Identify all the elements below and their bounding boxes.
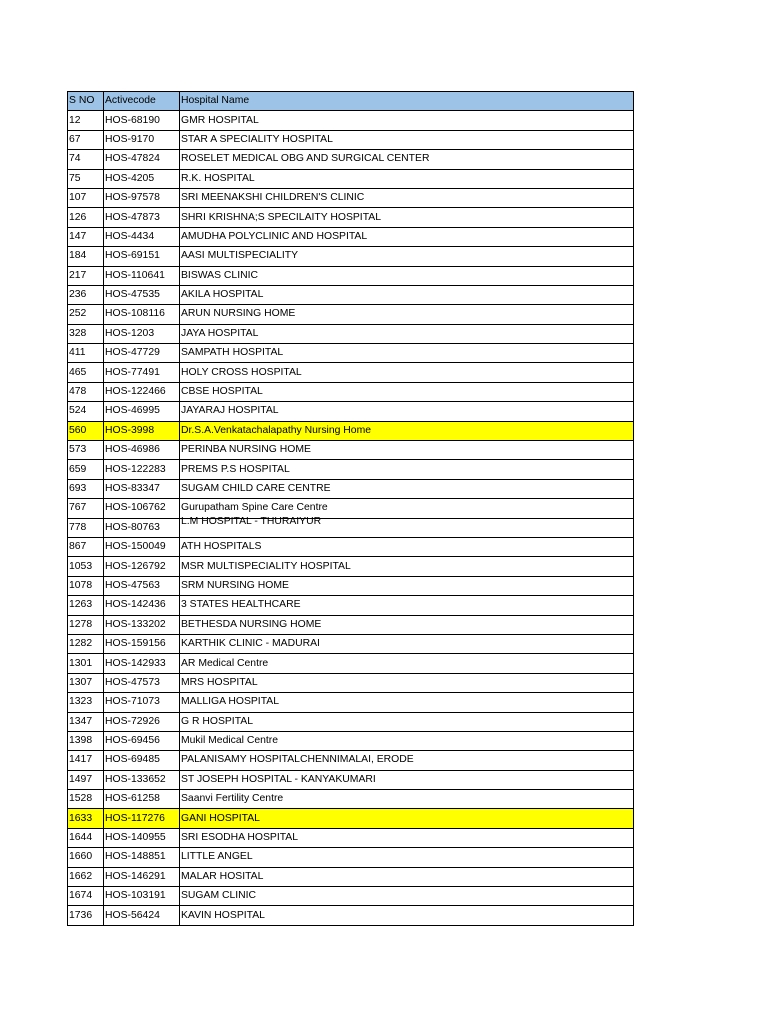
cell-activecode[interactable]: HOS-133202 bbox=[104, 615, 180, 634]
cell-sno[interactable]: 1347 bbox=[68, 712, 104, 731]
table-row bbox=[68, 130, 634, 149]
cell-sno[interactable]: 252 bbox=[68, 305, 104, 324]
cell-text: L.M HOSPITAL - THURAIYUR bbox=[181, 515, 322, 527]
cell-sno[interactable]: 560 bbox=[68, 421, 104, 440]
cell-activecode[interactable]: HOS-69456 bbox=[104, 731, 180, 750]
cell-hospital-name[interactable]: CBSE HOSPITAL bbox=[180, 382, 634, 401]
header-sno[interactable]: S NO bbox=[68, 92, 104, 111]
table-row bbox=[68, 751, 634, 770]
header-activecode[interactable]: Activecode bbox=[104, 92, 180, 111]
cell-hospital-name[interactable]: SRM NURSING HOME bbox=[180, 576, 634, 595]
cell-hospital-name[interactable]: ST JOSEPH HOSPITAL - KANYAKUMARI bbox=[180, 770, 634, 789]
cell-hospital-name[interactable]: GMR HOSPITAL bbox=[180, 111, 634, 130]
cell-sno[interactable]: 1662 bbox=[68, 867, 104, 886]
cell-sno[interactable]: 74 bbox=[68, 150, 104, 169]
cell-hospital-name[interactable]: STAR A SPECIALITY HOSPITAL bbox=[180, 130, 634, 149]
spreadsheet bbox=[67, 91, 633, 926]
cell-hospital-name[interactable]: PREMS P.S HOSPITAL bbox=[180, 460, 634, 479]
table-row bbox=[68, 731, 634, 750]
cell-activecode[interactable]: HOS-103191 bbox=[104, 887, 180, 906]
cell-hospital-name[interactable]: PERINBA NURSING HOME bbox=[180, 441, 634, 460]
table-row bbox=[68, 596, 634, 615]
cell-sno[interactable]: 1736 bbox=[68, 906, 104, 925]
cell-sno[interactable]: 328 bbox=[68, 324, 104, 343]
cell-activecode[interactable]: HOS-68190 bbox=[104, 111, 180, 130]
cell-hospital-name[interactable]: SRI ESODHA HOSPITAL bbox=[180, 828, 634, 847]
cell-sno[interactable]: 1674 bbox=[68, 887, 104, 906]
cell-activecode[interactable]: HOS-117276 bbox=[104, 809, 180, 828]
cell-activecode[interactable]: HOS-142933 bbox=[104, 654, 180, 673]
cell-activecode[interactable]: HOS-47563 bbox=[104, 576, 180, 595]
cell-sno[interactable]: 1417 bbox=[68, 751, 104, 770]
cell-activecode[interactable]: HOS-83347 bbox=[104, 479, 180, 498]
cell-hospital-name[interactable]: Dr.S.A.Venkatachalapathy Nursing Home bbox=[180, 421, 634, 440]
cell-hospital-name[interactable]: JAYA HOSPITAL bbox=[180, 324, 634, 343]
table-row bbox=[68, 324, 634, 343]
table-row bbox=[68, 770, 634, 789]
table-row bbox=[68, 809, 634, 828]
cell-hospital-name[interactable]: ROSELET MEDICAL OBG AND SURGICAL CENTER bbox=[180, 150, 634, 169]
table-row bbox=[68, 111, 634, 130]
cell-sno[interactable]: 524 bbox=[68, 402, 104, 421]
cell-sno[interactable]: 1078 bbox=[68, 576, 104, 595]
cell-hospital-name[interactable]: Mukil Medical Centre bbox=[180, 731, 634, 750]
table-row bbox=[68, 227, 634, 246]
cell-sno[interactable]: 693 bbox=[68, 479, 104, 498]
cell-activecode[interactable]: HOS-69485 bbox=[104, 751, 180, 770]
table-row bbox=[68, 693, 634, 712]
cell-hospital-name[interactable]: GANI HOSPITAL bbox=[180, 809, 634, 828]
cell-activecode[interactable]: HOS-47729 bbox=[104, 344, 180, 363]
table-row bbox=[68, 537, 634, 556]
table-row bbox=[68, 382, 634, 401]
cell-activecode[interactable]: HOS-56424 bbox=[104, 906, 180, 925]
cell-activecode[interactable]: HOS-122466 bbox=[104, 382, 180, 401]
cell-activecode[interactable]: HOS-77491 bbox=[104, 363, 180, 382]
cell-sno[interactable]: 217 bbox=[68, 266, 104, 285]
cell-hospital-name[interactable]: JAYARAJ HOSPITAL bbox=[180, 402, 634, 421]
cell-activecode[interactable]: HOS-3998 bbox=[104, 421, 180, 440]
cell-activecode[interactable]: HOS-47873 bbox=[104, 208, 180, 227]
cell-hospital-name[interactable]: 3 STATES HEALTHCARE bbox=[180, 596, 634, 615]
cell-activecode[interactable]: HOS-110641 bbox=[104, 266, 180, 285]
cell-activecode[interactable]: HOS-47535 bbox=[104, 285, 180, 304]
cell-activecode[interactable]: HOS-106762 bbox=[104, 499, 180, 518]
table-row bbox=[68, 790, 634, 809]
cell-sno[interactable]: 1323 bbox=[68, 693, 104, 712]
cell-hospital-name[interactable]: PALANISAMY HOSPITALCHENNIMALAI, ERODE bbox=[180, 751, 634, 770]
cell-hospital-name[interactable]: MALLIGA HOSPITAL bbox=[180, 693, 634, 712]
cell-sno[interactable]: 236 bbox=[68, 285, 104, 304]
cell-sno[interactable]: 67 bbox=[68, 130, 104, 149]
cell-sno[interactable]: 184 bbox=[68, 247, 104, 266]
cell-hospital-name[interactable]: AASI MULTISPECIALITY bbox=[180, 247, 634, 266]
table-row bbox=[68, 654, 634, 673]
cell-hospital-name[interactable]: MALAR HOSITAL bbox=[180, 867, 634, 886]
cell-hospital-name[interactable]: AKILA HOSPITAL bbox=[180, 285, 634, 304]
cell-activecode[interactable]: HOS-4205 bbox=[104, 169, 180, 188]
header-hospital-name[interactable]: Hospital Name bbox=[180, 92, 634, 111]
cell-hospital-name[interactable]: SAMPATH HOSPITAL bbox=[180, 344, 634, 363]
table-body bbox=[68, 111, 634, 925]
table-row bbox=[68, 576, 634, 595]
cell-activecode[interactable]: HOS-47573 bbox=[104, 673, 180, 692]
cell-activecode[interactable]: HOS-133652 bbox=[104, 770, 180, 789]
table-row bbox=[68, 169, 634, 188]
cell-sno[interactable]: 1282 bbox=[68, 634, 104, 653]
cell-activecode[interactable]: HOS-142436 bbox=[104, 596, 180, 615]
table-row bbox=[68, 421, 634, 440]
cell-hospital-name[interactable]: SRI MEENAKSHI CHILDREN'S CLINIC bbox=[180, 188, 634, 207]
table-row bbox=[68, 712, 634, 731]
cell-sno[interactable]: 1633 bbox=[68, 809, 104, 828]
table-row bbox=[68, 499, 634, 518]
table-row bbox=[68, 615, 634, 634]
cell-hospital-name[interactable]: MRS HOSPITAL bbox=[180, 673, 634, 692]
table-row bbox=[68, 285, 634, 304]
cell-activecode[interactable]: HOS-122283 bbox=[104, 460, 180, 479]
cell-sno[interactable]: 465 bbox=[68, 363, 104, 382]
cell-sno[interactable]: 107 bbox=[68, 188, 104, 207]
cell-activecode[interactable]: HOS-108116 bbox=[104, 305, 180, 324]
cell-sno[interactable]: 411 bbox=[68, 344, 104, 363]
cell-activecode[interactable]: HOS-69151 bbox=[104, 247, 180, 266]
cell-activecode[interactable]: HOS-46986 bbox=[104, 441, 180, 460]
cell-sno[interactable]: 1263 bbox=[68, 596, 104, 615]
table-row bbox=[68, 479, 634, 498]
header-row bbox=[68, 92, 634, 111]
table-row bbox=[68, 305, 634, 324]
cell-hospital-name[interactable]: AR Medical Centre bbox=[180, 654, 634, 673]
cell-activecode[interactable]: HOS-1203 bbox=[104, 324, 180, 343]
cell-sno[interactable]: 1497 bbox=[68, 770, 104, 789]
cell-hospital-name[interactable]: AMUDHA POLYCLINIC AND HOSPITAL bbox=[180, 227, 634, 246]
cell-activecode[interactable]: HOS-47824 bbox=[104, 150, 180, 169]
cell-activecode[interactable]: HOS-150049 bbox=[104, 537, 180, 556]
table-row bbox=[68, 887, 634, 906]
cell-activecode[interactable]: HOS-126792 bbox=[104, 557, 180, 576]
cell-activecode[interactable]: HOS-9170 bbox=[104, 130, 180, 149]
cell-activecode[interactable]: HOS-46995 bbox=[104, 402, 180, 421]
cell-activecode[interactable]: HOS-80763 bbox=[104, 518, 180, 537]
table-row bbox=[68, 441, 634, 460]
cell-hospital-name[interactable]: HOLY CROSS HOSPITAL bbox=[180, 363, 634, 382]
table-row bbox=[68, 402, 634, 421]
cell-sno[interactable]: 767 bbox=[68, 499, 104, 518]
cell-sno[interactable]: 1644 bbox=[68, 828, 104, 847]
table-row bbox=[68, 906, 634, 925]
table-row bbox=[68, 557, 634, 576]
cell-activecode[interactable]: HOS-4434 bbox=[104, 227, 180, 246]
cell-hospital-name[interactable]: SHRI KRISHNA;S SPECILAITY HOSPITAL bbox=[180, 208, 634, 227]
cell-activecode[interactable]: HOS-159156 bbox=[104, 634, 180, 653]
cell-sno[interactable]: 573 bbox=[68, 441, 104, 460]
cell-hospital-name[interactable]: ATH HOSPITALS bbox=[180, 537, 634, 556]
cell-sno[interactable]: 12 bbox=[68, 111, 104, 130]
cell-sno[interactable]: 1528 bbox=[68, 790, 104, 809]
table-row bbox=[68, 673, 634, 692]
cell-activecode[interactable]: HOS-146291 bbox=[104, 867, 180, 886]
cell-hospital-name[interactable]: BISWAS CLINIC bbox=[180, 266, 634, 285]
table-row bbox=[68, 150, 634, 169]
table-row bbox=[68, 634, 634, 653]
table-row bbox=[68, 848, 634, 867]
cell-sno[interactable]: 1307 bbox=[68, 673, 104, 692]
table-row bbox=[68, 828, 634, 847]
cell-sno[interactable]: 1053 bbox=[68, 557, 104, 576]
cell-sno[interactable]: 1660 bbox=[68, 848, 104, 867]
cell-hospital-name[interactable]: BETHESDA NURSING HOME bbox=[180, 615, 634, 634]
cell-sno[interactable]: 75 bbox=[68, 169, 104, 188]
cell-activecode[interactable]: HOS-61258 bbox=[104, 790, 180, 809]
table-row bbox=[68, 266, 634, 285]
cell-sno[interactable]: 147 bbox=[68, 227, 104, 246]
table-row bbox=[68, 188, 634, 207]
table-row bbox=[68, 867, 634, 886]
cell-sno[interactable]: 778 bbox=[68, 518, 104, 537]
cell-hospital-name[interactable]: LITTLE ANGEL bbox=[180, 848, 634, 867]
cell-sno[interactable]: 126 bbox=[68, 208, 104, 227]
cell-sno[interactable]: 659 bbox=[68, 460, 104, 479]
table-row bbox=[68, 363, 634, 382]
cell-sno[interactable]: 867 bbox=[68, 537, 104, 556]
cell-sno[interactable]: 478 bbox=[68, 382, 104, 401]
cell-hospital-name[interactable]: Saanvi Fertility Centre bbox=[180, 790, 634, 809]
table-row bbox=[68, 208, 634, 227]
cell-hospital-name[interactable]: Gurupatham Spine Care Centre bbox=[180, 499, 634, 518]
hospital-table bbox=[67, 91, 634, 926]
cell-activecode[interactable]: HOS-148851 bbox=[104, 848, 180, 867]
cell-hospital-name[interactable]: G R HOSPITAL bbox=[180, 712, 634, 731]
cell-sno[interactable]: 1301 bbox=[68, 654, 104, 673]
table-row bbox=[68, 518, 634, 537]
table-row bbox=[68, 460, 634, 479]
cell-activecode[interactable]: HOS-72926 bbox=[104, 712, 180, 731]
cell-hospital-name[interactable]: SUGAM CLINIC bbox=[180, 887, 634, 906]
cell-hospital-name[interactable]: KAVIN HOSPITAL bbox=[180, 906, 634, 925]
table-row bbox=[68, 344, 634, 363]
cell-hospital-name[interactable] bbox=[180, 515, 634, 537]
cell-hospital-name[interactable]: R.K. HOSPITAL bbox=[180, 169, 634, 188]
cell-sno[interactable]: 1398 bbox=[68, 731, 104, 750]
cell-activecode[interactable]: HOS-71073 bbox=[104, 693, 180, 712]
table-row bbox=[68, 247, 634, 266]
cell-hospital-name[interactable]: ARUN NURSING HOME bbox=[180, 305, 634, 324]
cell-hospital-name[interactable]: SUGAM CHILD CARE CENTRE bbox=[180, 479, 634, 498]
cell-sno[interactable]: 1278 bbox=[68, 615, 104, 634]
cell-hospital-name[interactable]: KARTHIK CLINIC - MADURAI bbox=[180, 634, 634, 653]
cell-hospital-name[interactable]: MSR MULTISPECIALITY HOSPITAL bbox=[180, 557, 634, 576]
cell-activecode[interactable]: HOS-97578 bbox=[104, 188, 180, 207]
cell-activecode[interactable]: HOS-140955 bbox=[104, 828, 180, 847]
